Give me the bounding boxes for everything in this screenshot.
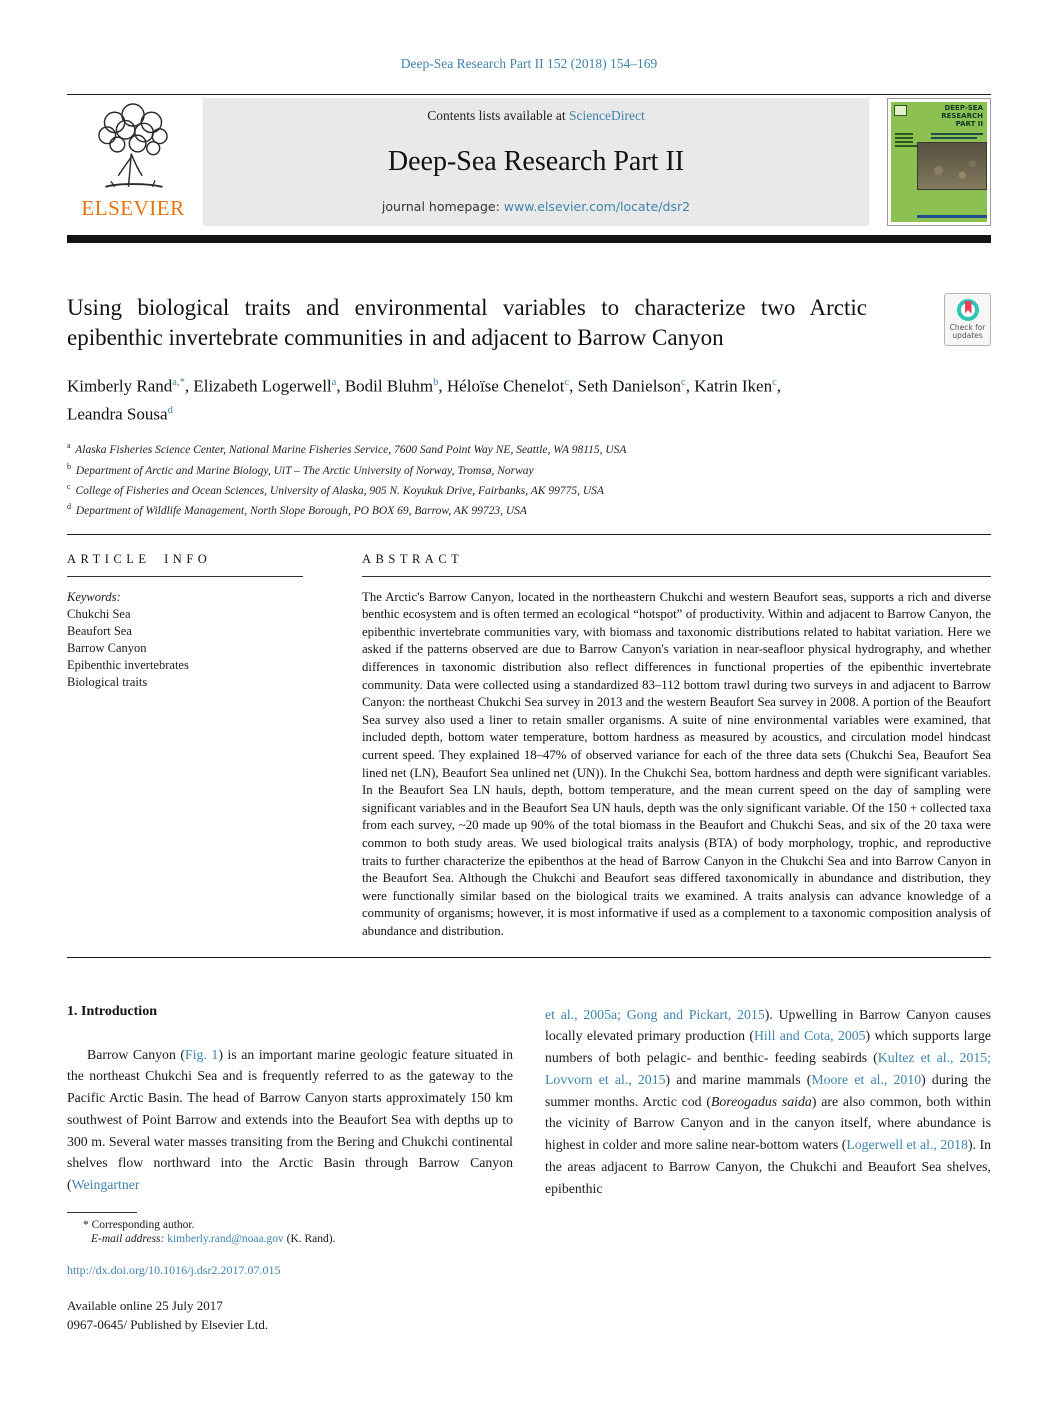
- body-text: ) and marine mammals (: [665, 1071, 812, 1087]
- body-text: ) which supports large numbers of both pelagic- and benthic- feeding seabirds (: [545, 1028, 991, 1066]
- body-text: ) during the summer months. Arctic cod (: [545, 1071, 992, 1109]
- intro-right-column: [545, 1004, 991, 1200]
- author-affiliation-mark: a: [331, 377, 337, 388]
- running-head-citation: Deep-Sea Research Part II 152 (2018) 154–169: [400, 56, 658, 71]
- keyword: Biological traits: [67, 674, 148, 689]
- intro-paragraph-left: [67, 1044, 513, 1197]
- email-suffix: (K. Rand).: [283, 1233, 336, 1245]
- cover-seafloor-photo: [917, 142, 987, 190]
- citation-link[interactable]: Logerwell et al., 2018: [846, 1137, 968, 1153]
- keywords-list: [67, 606, 303, 691]
- keyword: Chukchi Sea: [67, 606, 131, 621]
- doi-link[interactable]: http://dx.doi.org/10.1016/j.dsr2.2017.07.015: [67, 1263, 281, 1277]
- abstract-bottom-rule: [67, 957, 991, 958]
- species-name: Boreogadus saida: [710, 1093, 812, 1109]
- body-text: ). In the areas adjacent to Barrow Canyon, the Chukchi and Beaufort Sea shelves, epibenthic: [545, 1137, 991, 1196]
- section-heading-introduction: 1. Introduction: [67, 1003, 157, 1019]
- check-for-updates-badge[interactable]: [944, 293, 991, 346]
- intro-paragraph-right: [545, 1004, 991, 1200]
- citation-link[interactable]: Moore et al., 2010: [811, 1071, 922, 1087]
- author-name[interactable]: Héloïse Chenelot: [446, 376, 565, 396]
- abstract-heading: ABSTRACT: [362, 551, 464, 566]
- homepage-line: [382, 199, 690, 214]
- body-text: Barrow Canyon (: [87, 1046, 186, 1062]
- affiliation: $^b$ Department of Arctic and Marine Biology, UiT – The Arctic University of Norway, Tromsø, Norway: [67, 461, 534, 477]
- elsevier-logo[interactable]: [67, 98, 199, 226]
- author-affiliation-mark: c: [564, 377, 570, 388]
- body-text: ). Upwelling in Barrow Canyon causes locally elevated primary production (: [545, 1006, 992, 1044]
- article-info-column: [67, 552, 303, 941]
- journal-cover-thumbnail[interactable]: [887, 98, 991, 226]
- citation-link[interactable]: et al., 2005a; Gong and Pickart, 2015: [545, 1006, 765, 1022]
- issn-publisher-line: 0967-0645/ Published by Elsevier Ltd.: [67, 1317, 269, 1332]
- author-name[interactable]: Bodil Bluhm: [344, 376, 434, 396]
- elsevier-wordmark: ELSEVIER: [81, 196, 185, 220]
- contents-line: [427, 108, 644, 124]
- author-name[interactable]: Kimberly Rand: [67, 376, 173, 396]
- author-affiliation-mark: c: [772, 377, 777, 388]
- keyword: Beaufort Sea: [67, 623, 132, 638]
- intro-left-column: [67, 1004, 513, 1200]
- keywords-label: Keywords:: [67, 589, 121, 604]
- journal-title: Deep-Sea Research Part II: [387, 145, 685, 177]
- check-updates-icon: [957, 299, 979, 321]
- abstract-rule: [362, 576, 991, 577]
- author-name[interactable]: Elizabeth Logerwell: [193, 376, 332, 396]
- citation-link[interactable]: Weingartner: [71, 1177, 140, 1193]
- cover-text-bars-left: [895, 133, 919, 149]
- author-list: Kimberly Rand$^{a,*}$, Elizabeth Logerwell$^a$, Bodil Bluhm$^b$, Héloïse Chenelot$^c$, Seth Danielson$^c$, Katrin Iken$^c$, Leandra Sousa$^d$: [67, 376, 782, 424]
- citation-link[interactable]: Kultez et al., 2015; Lovvorn et al., 2015: [545, 1050, 991, 1087]
- footnote-rule: [67, 1212, 137, 1213]
- journal-banner: [203, 98, 869, 226]
- citation-link[interactable]: Hill and Cota, 2005: [753, 1028, 866, 1044]
- keyword: Barrow Canyon: [67, 640, 147, 655]
- abstract-column: [362, 552, 991, 941]
- header-divider-bar: [67, 235, 991, 243]
- article-info-heading: ARTICLE INFO: [67, 551, 212, 566]
- journal-header-band: [67, 98, 991, 226]
- author-name[interactable]: Leandra Sousa: [67, 404, 168, 424]
- bookmark-ribbon-icon: [965, 301, 972, 314]
- author-affiliation-mark: d: [167, 404, 173, 416]
- header-top-rule: [67, 94, 991, 95]
- affiliation-list: [67, 438, 991, 519]
- article-info-rule: [67, 576, 303, 577]
- elsevier-tree-icon: [87, 102, 179, 198]
- email-link[interactable]: kimberly.rand@noaa.gov: [167, 1233, 284, 1245]
- page-footer: [67, 1212, 991, 1333]
- author-affiliation-mark: c: [681, 377, 686, 388]
- cover-title: [909, 104, 985, 128]
- affiliation: $^c$ College of Fisheries and Ocean Sciences, University of Alaska, 905 N. Koyukuk Drive, Fairbanks, AK 99775, USA: [67, 481, 604, 497]
- cover-footer-bar: [917, 215, 987, 218]
- abstract-text: The Arctic's Barrow Canyon, located in the northeastern Chukchi and western Beaufort seas, supports a rich and diverse benthic ecosystem and is often termed an ecological “hotspot” of productivity. Within and adjacent to Barrow Canyon, the epibenthic invertebrate communities vary, with biomass and taxonomic distributions related to habitat variation. Here we asked if the patterns observed are due to Barrow Canyon's variation in near-seafloor physical hydrography, and whether differences in taxonomic distribution also reflect differences in functional properties of the epibenthic invertebrate community. Data were collected using a standardized 83–112 bottom trawl during two surveys in and adjacent to Barrow Canyon: the northeast Chukchi Sea survey in 2013 and the western Beaufort Sea survey in 2008. A portion of the Beaufort Sea survey also used a liner to retain smaller organisms. A suite of nine environmental variables were examined, that included depth, bottom water temperature, bottom hardness as measured by acoustics, and circulation model hindcast current speed. They explained 18–47% of observed variance for each of the three data sets (Chukchi Sea, Beaufort Sea lined net (LN), Beaufort Sea unlined net (UN)). In the Chukchi Sea, bottom hardness and depth were significant variables. In the Beaufort Sea LN hauls, depth, bottom temperature, and the mean current speed on the day of sampling were significant variables and in the Beaufort Sea UN hauls, depth was the only significant variable. Of the 150 + collected taxa from each survey, ~20 made up 90% of the total biomass in the Beaufort and Chukchi Seas, and six of the 20 taxa were common to both study areas. We used biological traits analysis (BTA) of body morphology, trophic, and reproductive traits to further characterize the epibenthos at the head of Barrow Canyon in the Chukchi Sea and into Barrow Canyon in the Beaufort Sea. Although the Chukchi and Beaufort seas differed taxonomically in abundance and distribution, they were functionally similar based on the biological traits we examined. A traits analysis can advance knowledge of a community of organisms; however, it is most informative if used as a complement to a taxonomic composition analysis of abundance and distribution.: [362, 589, 991, 938]
- abstract-top-rule: [67, 534, 991, 535]
- keyword: Epibenthic invertebrates: [67, 657, 189, 672]
- cover-title-line1: DEEP-SEA RESEARCH: [941, 104, 983, 120]
- author-affiliation-mark: a,*: [172, 377, 185, 388]
- cover-elsevier-logo-icon: [894, 105, 907, 116]
- corresponding-author-note: * Corresponding author.: [83, 1219, 195, 1231]
- check-updates-label: Check for updates: [949, 322, 986, 340]
- body-text: ) is an important marine geologic feature situated in the northeast Chukchi Sea and is frequently referred to as the gateway to the Pacific Arctic Basin. The head of Barrow Canyon starts approximately 150 km southwest of Point Barrow and extends into the Beaufort Sea with depths up to 300 m. Several water masses transiting from the Bering and Chukchi continental shelves flow northward into the Arctic Basin through Barrow Canyon (: [67, 1046, 513, 1193]
- affiliation: $^a$ Alaska Fisheries Science Center, National Marine Fisheries Service, 7600 Sand Point Way NE, Seattle, WA 98115, USA: [67, 441, 627, 457]
- sciencedirect-link[interactable]: ScienceDirect: [569, 108, 645, 123]
- citation-link[interactable]: Fig. 1: [185, 1046, 219, 1062]
- journal-cover-art: [891, 102, 987, 222]
- body-text: ) are also common, both within the vicinity of Barrow Canyon and in the canyon itself, where abundance is highest in colder and more saline near-bottom waters (: [545, 1093, 991, 1153]
- email-line: [67, 1233, 991, 1245]
- article-title: Using biological traits and environmental variables to characterize two Arctic epibenthic invertebrate communities in and adjacent to Barrow Canyon: [67, 295, 867, 350]
- homepage-label: journal homepage:: [381, 199, 504, 214]
- author-name[interactable]: Katrin Iken: [694, 376, 773, 396]
- affiliation: $^d$ Department of Wildlife Management, North Slope Borough, PO BOX 69, Barrow, AK 99723, USA: [67, 502, 527, 518]
- contents-prefix: Contents lists available at: [427, 108, 569, 123]
- email-label: E-mail address:: [91, 1233, 165, 1245]
- author-affiliation-mark: b: [433, 377, 439, 388]
- available-online-line: Available online 25 July 2017: [67, 1298, 223, 1313]
- author-name[interactable]: Seth Danielson: [577, 376, 682, 396]
- cover-title-line2: PART II: [955, 120, 983, 128]
- homepage-url-link[interactable]: www.elsevier.com/locate/dsr2: [503, 199, 691, 214]
